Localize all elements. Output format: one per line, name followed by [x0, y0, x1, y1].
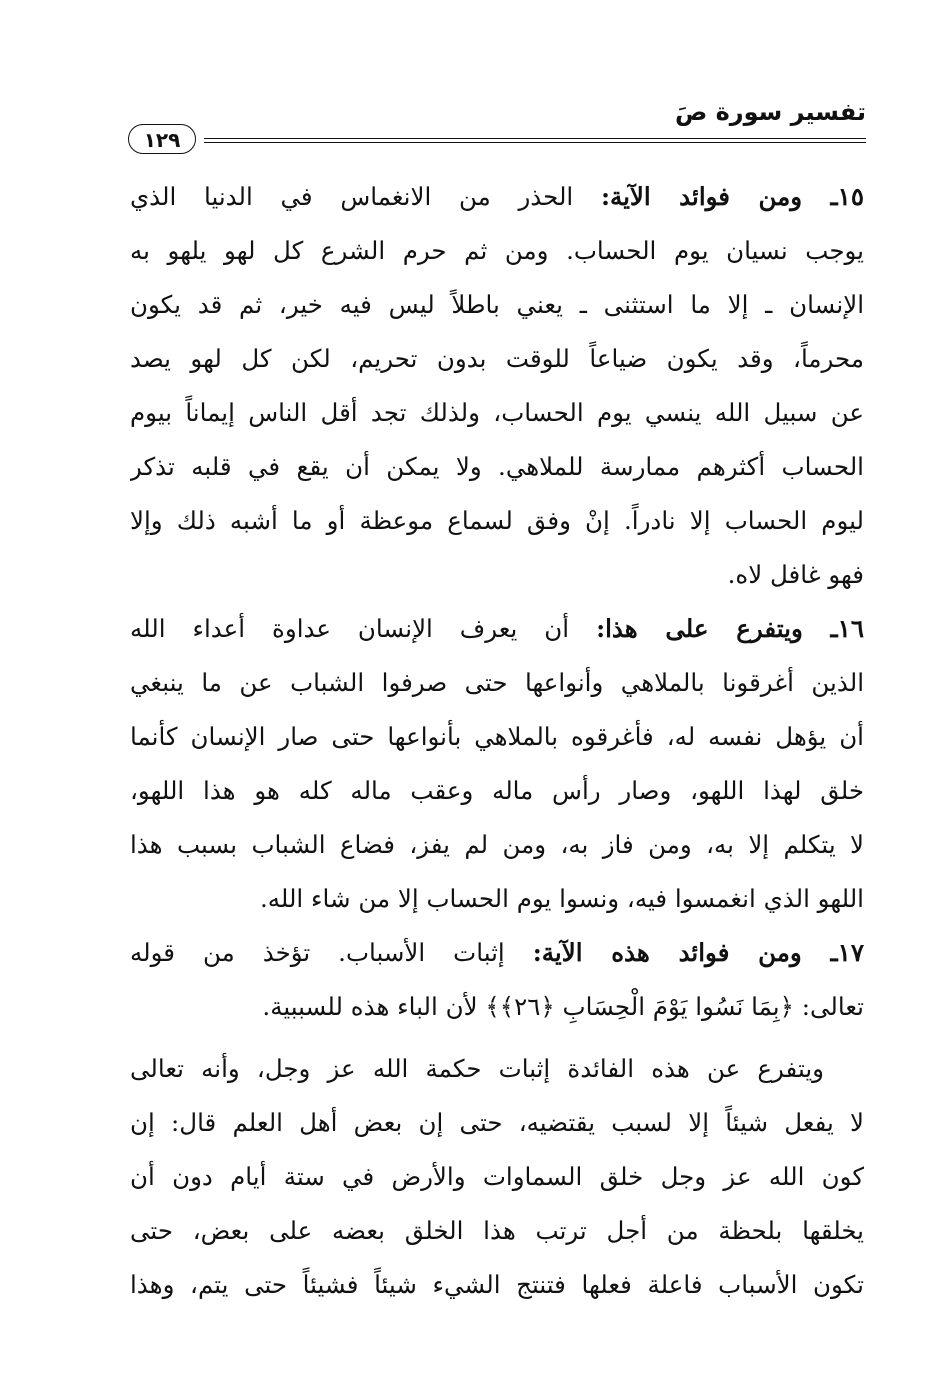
page-header	[128, 92, 866, 156]
line-text: الحذر من الانغماس في الدنيا الذي	[130, 182, 574, 211]
line-text: أن يعرف الإنسان عداوة أعداء الله	[130, 614, 570, 643]
paragraph-16	[130, 602, 864, 926]
text-line: الحساب أكثرهم ممارسة للملاهي. ولا يمكن أن يقع في قلبه تذكر	[130, 452, 864, 481]
paragraph-lead: ١٥ـ ومن فوائد الآية:	[600, 182, 864, 211]
paragraph-17	[130, 926, 864, 1034]
text-line: تعالى: ﴿بِمَا نَسُوا يَوْمَ الْحِسَابِ ﴿٢٦﴾﴾ لأن الباء هذه للسببية.	[262, 992, 864, 1021]
text-line: ويتفرع عن هذه الفائدة إثبات حكمة الله عز وجل، وأنه تعالى	[130, 1054, 824, 1083]
paragraph-15	[130, 170, 864, 602]
text-line: تكون الأسباب فاعلة فعلها فتنتج الشيء شيئاً فشيئاً حتى يتم، وهذا	[130, 1270, 864, 1299]
header-rule	[204, 138, 866, 143]
text-line: محرماً، وقد يكون ضياعاً للوقت بدون تحريم، لكن كل لهو يصد	[130, 344, 864, 373]
paragraph-continuation	[130, 1042, 864, 1312]
text-line	[130, 602, 864, 656]
text-line	[130, 926, 864, 980]
text-line: لا يفعل شيئاً إلا لسبب يقتضيه، حتى إن بعض أهل العلم قال: إن	[130, 1108, 864, 1137]
running-title: تفسير سورة صَ	[674, 98, 866, 126]
text-line: لا يتكلم إلا به، ومن فاز به، ومن لم يفز، فضاع الشباب بسبب هذا	[130, 830, 864, 859]
text-line: أن يؤهل نفسه له، فأغرقوه بالملاهي بأنواعها حتى صار الإنسان كأنما	[130, 722, 864, 751]
paragraph-lead: ١٧ـ ومن فوائد هذه الآية:	[532, 938, 864, 967]
text-line	[130, 170, 864, 224]
text-line: ليوم الحساب إلا نادراً. إنْ وفق لسماع موعظة أو ما أشبه ذلك وإلا	[130, 506, 864, 535]
text-line: الإنسان ـ إلا ما استثنى ـ يعني باطلاً ليس فيه خير، ثم قد يكون	[130, 290, 864, 319]
page-number: ١٢٩	[128, 124, 196, 154]
text-line: الذين أغرقونا بالملاهي وأنواعها حتى صرفوا الشباب عن ما ينبغي	[130, 668, 864, 697]
text-line: خلق لهذا اللهو، وصار رأس ماله وعقب ماله كله هو هذا اللهو،	[130, 776, 864, 805]
page-body	[130, 170, 864, 1312]
line-text: إثبات الأسباب. تؤخذ من قوله	[130, 938, 505, 967]
text-line: يوجب نسيان يوم الحساب. ومن ثم حرم الشرع كل لهو يلهو به	[130, 236, 864, 265]
text-line: كون الله عز وجل خلق السماوات والأرض في ستة أيام دون أن	[130, 1162, 864, 1191]
text-line: فهو غافل لاه.	[727, 560, 864, 589]
text-line: اللهو الذي انغمسوا فيه، ونسوا يوم الحساب إلا من شاء الله.	[259, 884, 864, 913]
text-line: عن سبيل الله ينسي يوم الحساب، ولذلك تجد أقل الناس إيماناً بيوم	[130, 398, 864, 427]
paragraph-lead: ١٦ـ ويتفرع على هذا:	[596, 614, 864, 643]
text-line: يخلقها بلحظة من أجل ترتب هذا الخلق بعضه على بعض، حتى	[130, 1216, 864, 1245]
